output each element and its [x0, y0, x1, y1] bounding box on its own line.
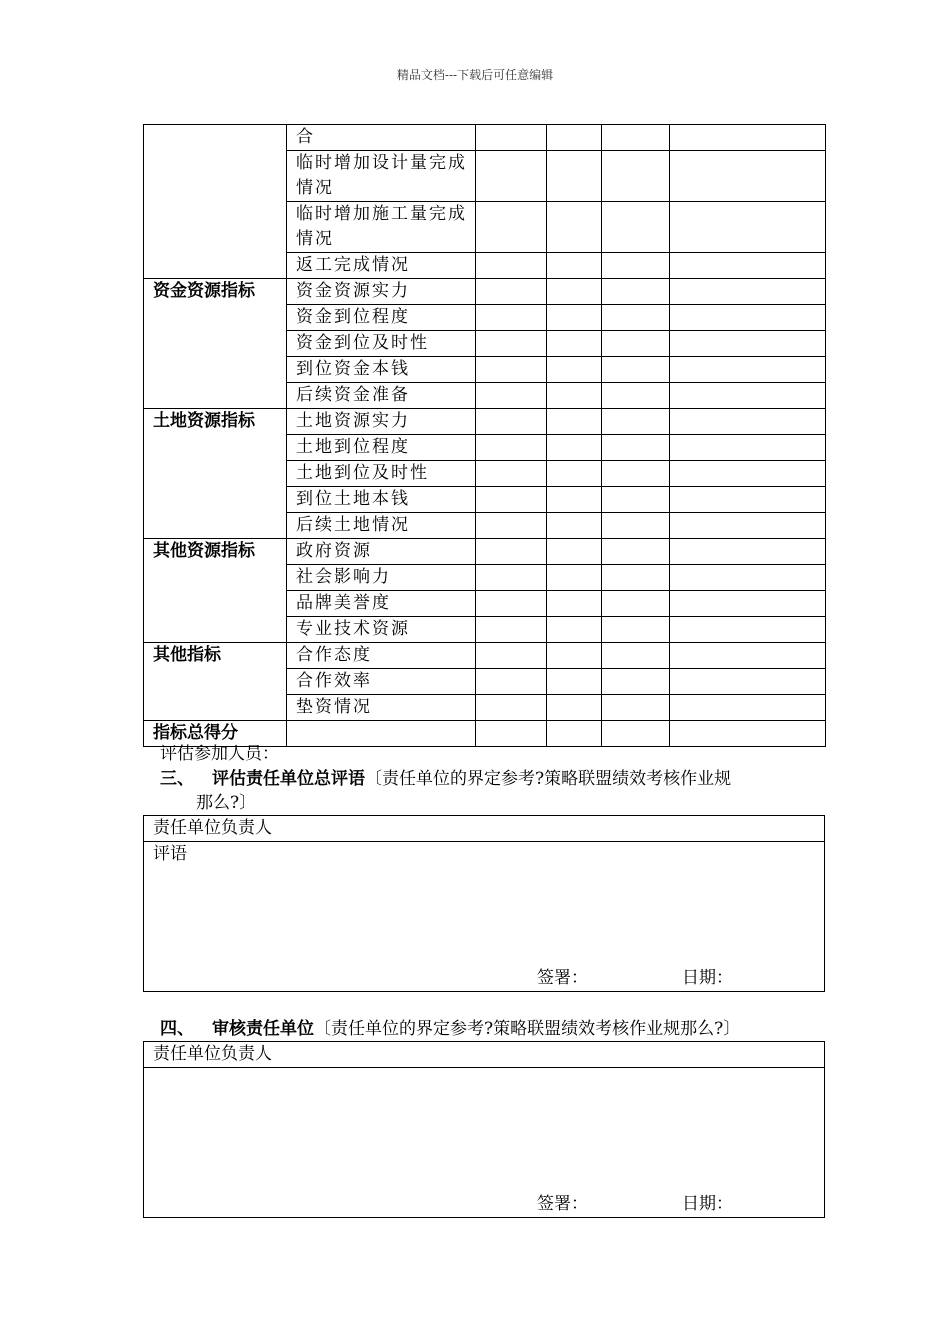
- score-cell: [476, 513, 547, 539]
- score-cell: [547, 409, 602, 435]
- section3-heading: [160, 767, 731, 792]
- score-cell: [602, 539, 670, 565]
- score-cell: [547, 253, 602, 279]
- score-cell: [670, 513, 826, 539]
- score-cell: [476, 279, 547, 305]
- table-row: [144, 125, 826, 151]
- score-cell: [547, 435, 602, 461]
- section3-note-line2: 那么?〕: [196, 793, 257, 813]
- evaluation-table: [143, 124, 826, 747]
- score-cell: [547, 565, 602, 591]
- score-cell: [602, 461, 670, 487]
- score-cell: [602, 721, 670, 747]
- section3-box: [143, 815, 825, 992]
- score-cell: [670, 695, 826, 721]
- indicator-cell: [287, 721, 476, 747]
- score-cell: [670, 487, 826, 513]
- score-cell: [547, 643, 602, 669]
- score-cell: [602, 617, 670, 643]
- indicator-cell: 专业技术资源: [287, 617, 476, 643]
- score-cell: [670, 721, 826, 747]
- indicator-cell: 资金到位及时性: [287, 331, 476, 357]
- category-cell: 资金资源指标: [144, 279, 287, 409]
- section4-note: 〔责任单位的界定参考?策略联盟绩效考核作业规那么?〕: [314, 1019, 741, 1039]
- score-cell: [476, 125, 547, 151]
- table-row: [144, 643, 826, 669]
- score-cell: [547, 513, 602, 539]
- score-cell: [670, 202, 826, 253]
- indicator-cell: 合作效率: [287, 669, 476, 695]
- section4-heading: [160, 1017, 740, 1042]
- indicator-cell: 到位资金本钱: [287, 357, 476, 383]
- indicator-cell: 资金资源实力: [287, 279, 476, 305]
- score-cell: [602, 487, 670, 513]
- score-cell: [670, 357, 826, 383]
- score-cell: [602, 435, 670, 461]
- score-cell: [476, 669, 547, 695]
- participants-label: 评估参加人员：: [160, 744, 279, 764]
- score-cell: [670, 461, 826, 487]
- table-row: [144, 279, 826, 305]
- indicator-cell: 合作态度: [287, 643, 476, 669]
- indicator-cell: 后续资金准备: [287, 383, 476, 409]
- score-cell: [476, 695, 547, 721]
- score-cell: [602, 253, 670, 279]
- score-cell: [670, 253, 826, 279]
- indicator-cell: 后续土地情况: [287, 513, 476, 539]
- section3-number: 三、: [160, 769, 194, 789]
- score-cell: [547, 669, 602, 695]
- page-header: 精品文档---下载后可任意编辑: [396, 68, 554, 82]
- table-row: [144, 409, 826, 435]
- indicator-cell: 合: [287, 125, 476, 151]
- score-cell: [476, 591, 547, 617]
- score-cell: [547, 487, 602, 513]
- score-cell: [476, 253, 547, 279]
- score-cell: [476, 617, 547, 643]
- score-cell: [547, 202, 602, 253]
- score-cell: [547, 695, 602, 721]
- score-cell: [602, 383, 670, 409]
- score-cell: [602, 305, 670, 331]
- score-cell: [670, 331, 826, 357]
- indicator-cell: 土地到位程度: [287, 435, 476, 461]
- score-cell: [670, 539, 826, 565]
- score-cell: [670, 669, 826, 695]
- score-cell: [476, 487, 547, 513]
- score-cell: [547, 591, 602, 617]
- score-cell: [670, 409, 826, 435]
- score-cell: [476, 643, 547, 669]
- section4-body-area: [144, 1068, 824, 1217]
- score-cell: [602, 125, 670, 151]
- indicator-cell: 返工完成情况: [287, 253, 476, 279]
- category-cell: 其他资源指标: [144, 539, 287, 643]
- section4-sign-label: 签署：: [537, 1194, 588, 1214]
- section3-date-label: 日期：: [682, 968, 733, 988]
- section3-head-label: 责任单位负责人: [144, 816, 824, 842]
- section3-comment-label: 评语: [153, 844, 187, 864]
- score-cell: [670, 383, 826, 409]
- section3-sign-label: 签署：: [537, 968, 588, 988]
- indicator-cell: 土地到位及时性: [287, 461, 476, 487]
- score-cell: [547, 305, 602, 331]
- score-cell: [476, 202, 547, 253]
- score-cell: [602, 643, 670, 669]
- indicator-cell: 政府资源: [287, 539, 476, 565]
- indicator-cell: 资金到位程度: [287, 305, 476, 331]
- score-cell: [670, 643, 826, 669]
- score-cell: [547, 357, 602, 383]
- indicator-cell: 品牌美誉度: [287, 591, 476, 617]
- indicator-cell: 垫资情况: [287, 695, 476, 721]
- indicator-cell: 土地资源实力: [287, 409, 476, 435]
- score-cell: [670, 591, 826, 617]
- section3-title: 评估责任单位总评语: [212, 769, 365, 789]
- score-cell: [547, 721, 602, 747]
- score-cell: [476, 435, 547, 461]
- section4-box: [143, 1041, 825, 1218]
- category-cell: 指标总得分: [144, 721, 287, 747]
- score-cell: [547, 279, 602, 305]
- indicator-cell: 到位土地本钱: [287, 487, 476, 513]
- score-cell: [602, 409, 670, 435]
- category-cell: 其他指标: [144, 643, 287, 721]
- score-cell: [547, 125, 602, 151]
- score-cell: [602, 331, 670, 357]
- score-cell: [670, 435, 826, 461]
- category-cell: 土地资源指标: [144, 409, 287, 539]
- score-cell: [670, 305, 826, 331]
- score-cell: [476, 539, 547, 565]
- indicator-cell: 社会影响力: [287, 565, 476, 591]
- score-cell: [476, 409, 547, 435]
- score-cell: [602, 695, 670, 721]
- indicator-cell: 临时增加施工量完成情况: [287, 202, 476, 253]
- score-cell: [476, 357, 547, 383]
- table-row: [144, 539, 826, 565]
- score-cell: [476, 383, 547, 409]
- score-cell: [670, 565, 826, 591]
- section4-date-label: 日期：: [682, 1194, 733, 1214]
- score-cell: [602, 151, 670, 202]
- score-cell: [547, 331, 602, 357]
- score-cell: [602, 357, 670, 383]
- section4-number: 四、: [160, 1019, 194, 1039]
- score-cell: [476, 151, 547, 202]
- section4-head-label: 责任单位负责人: [144, 1042, 824, 1068]
- score-cell: [547, 383, 602, 409]
- score-cell: [547, 151, 602, 202]
- score-cell: [547, 461, 602, 487]
- score-cell: [670, 617, 826, 643]
- score-cell: [602, 279, 670, 305]
- section3-comment-area: [144, 842, 824, 991]
- score-cell: [547, 539, 602, 565]
- indicator-cell: 临时增加设计量完成情况: [287, 151, 476, 202]
- score-cell: [670, 279, 826, 305]
- category-cell: [144, 125, 287, 279]
- score-cell: [476, 331, 547, 357]
- score-cell: [602, 202, 670, 253]
- score-cell: [670, 151, 826, 202]
- score-cell: [476, 305, 547, 331]
- score-cell: [476, 565, 547, 591]
- score-cell: [547, 617, 602, 643]
- score-cell: [476, 461, 547, 487]
- section4-title: 审核责任单位: [212, 1019, 314, 1039]
- score-cell: [602, 565, 670, 591]
- score-cell: [602, 513, 670, 539]
- score-cell: [602, 669, 670, 695]
- section3-note-line1: 〔责任单位的界定参考?策略联盟绩效考核作业规: [365, 769, 732, 789]
- score-cell: [670, 125, 826, 151]
- score-cell: [602, 591, 670, 617]
- score-cell: [476, 721, 547, 747]
